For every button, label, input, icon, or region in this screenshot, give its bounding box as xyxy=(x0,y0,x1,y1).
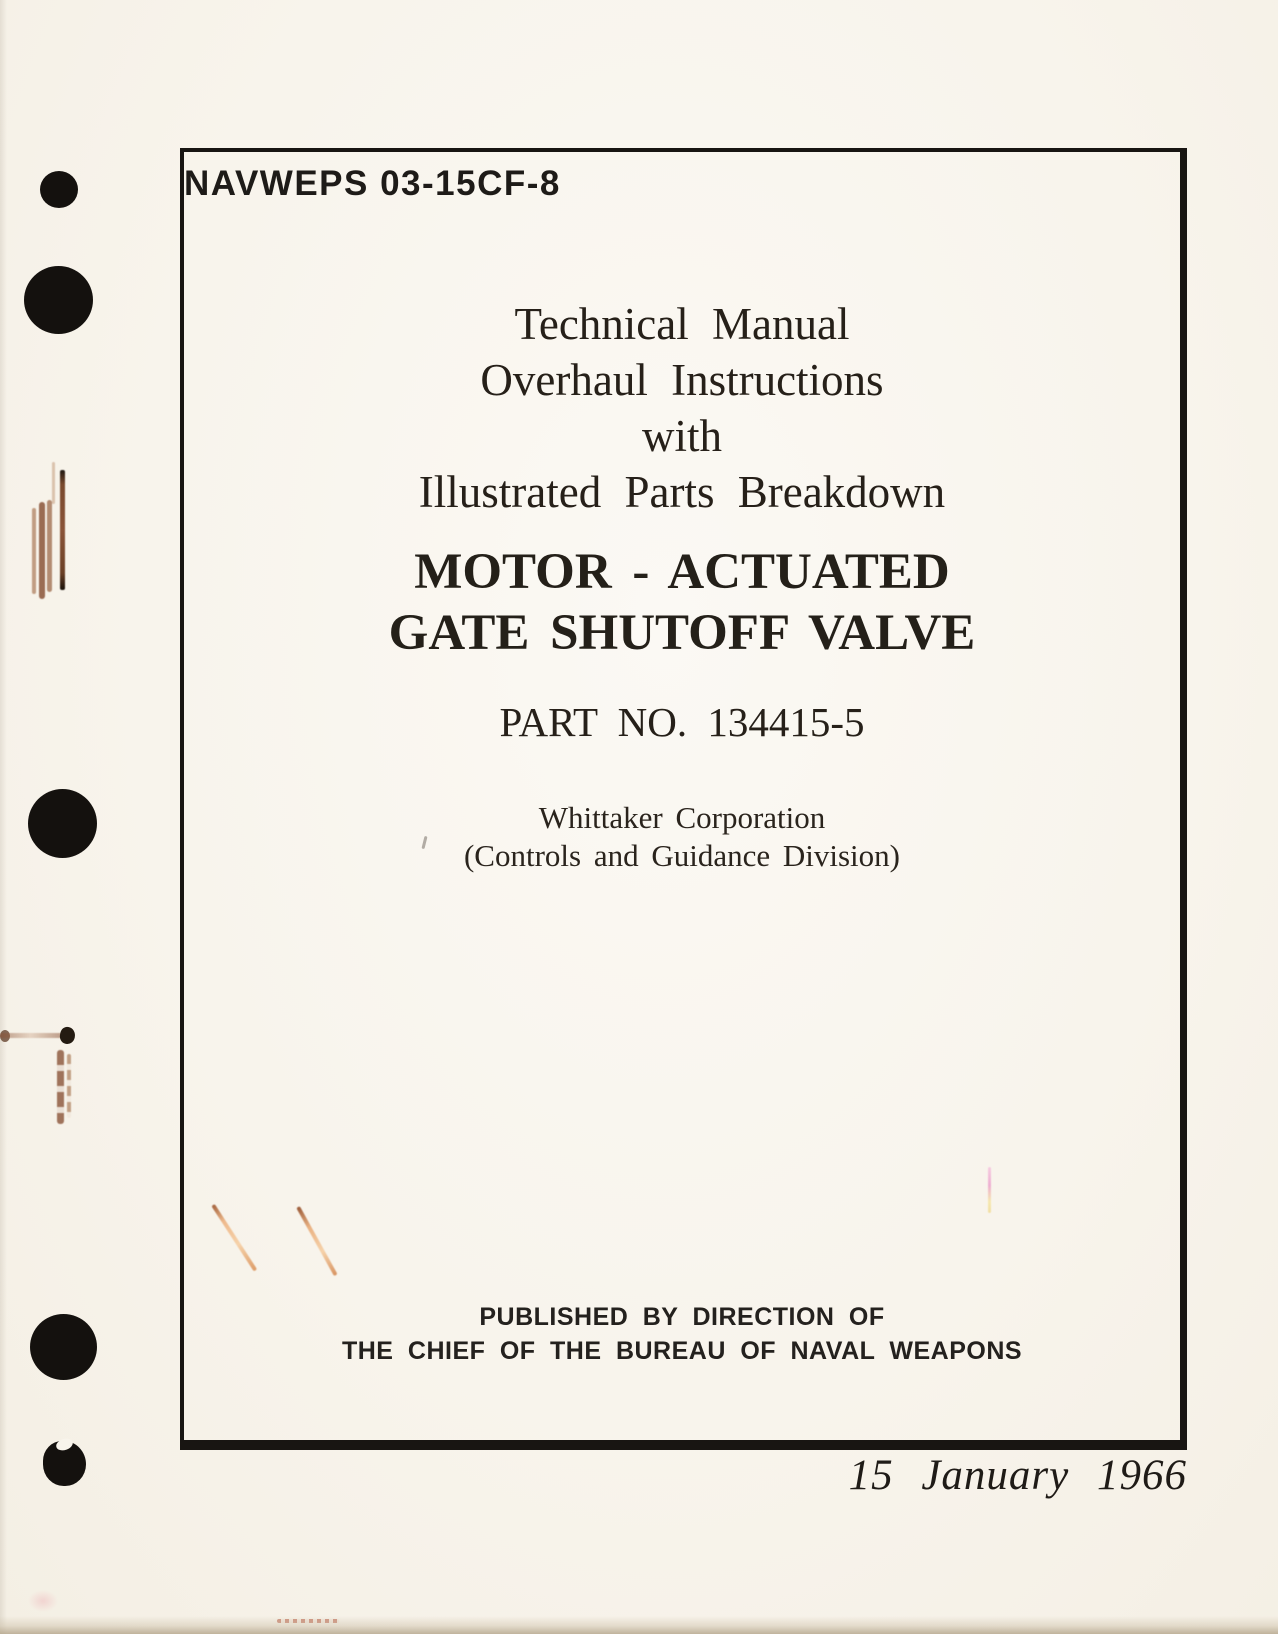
hole-punch-mark xyxy=(40,171,78,208)
scan-bottom-edge xyxy=(0,1616,1278,1634)
published-by-line: THE CHIEF OF THE BUREAU OF NAVAL WEAPONS xyxy=(341,1337,1023,1365)
document-number: NAVWEPS 03-15CF-8 xyxy=(184,164,561,203)
title-line: Technical Manual xyxy=(514,299,850,349)
subject-line: MOTOR - ACTUATED xyxy=(414,544,950,600)
subject-block xyxy=(184,542,1180,664)
title-line: Overhaul Instructions xyxy=(480,355,884,405)
hole-punch-mark xyxy=(28,789,97,858)
organization-name: Whittaker Corporation xyxy=(538,800,826,835)
organization-division: (Controls and Guidance Division) xyxy=(463,838,900,873)
subject-line: GATE SHUTOFF VALVE xyxy=(388,605,976,661)
stain-artifact xyxy=(0,1024,80,1124)
publication-date: 15 January 1966 xyxy=(848,1452,1187,1499)
title-block xyxy=(184,296,1180,520)
published-by-block xyxy=(184,1300,1180,1368)
pink-smudge-artifact xyxy=(28,1590,58,1612)
part-number: PART NO. 134415-5 xyxy=(499,699,865,745)
title-line: with xyxy=(641,411,722,461)
rust-streak-artifact xyxy=(28,462,72,600)
cover-border-frame xyxy=(180,148,1187,1450)
organization-block xyxy=(184,799,1180,875)
hole-punch-mark xyxy=(30,1314,97,1380)
hole-punch-mark xyxy=(43,1441,86,1486)
title-line: Illustrated Parts Breakdown xyxy=(418,467,946,517)
hole-punch-mark xyxy=(24,266,93,334)
paper-left-edge-shadow xyxy=(0,0,7,1634)
published-by-line: PUBLISHED BY DIRECTION OF xyxy=(479,1303,885,1331)
